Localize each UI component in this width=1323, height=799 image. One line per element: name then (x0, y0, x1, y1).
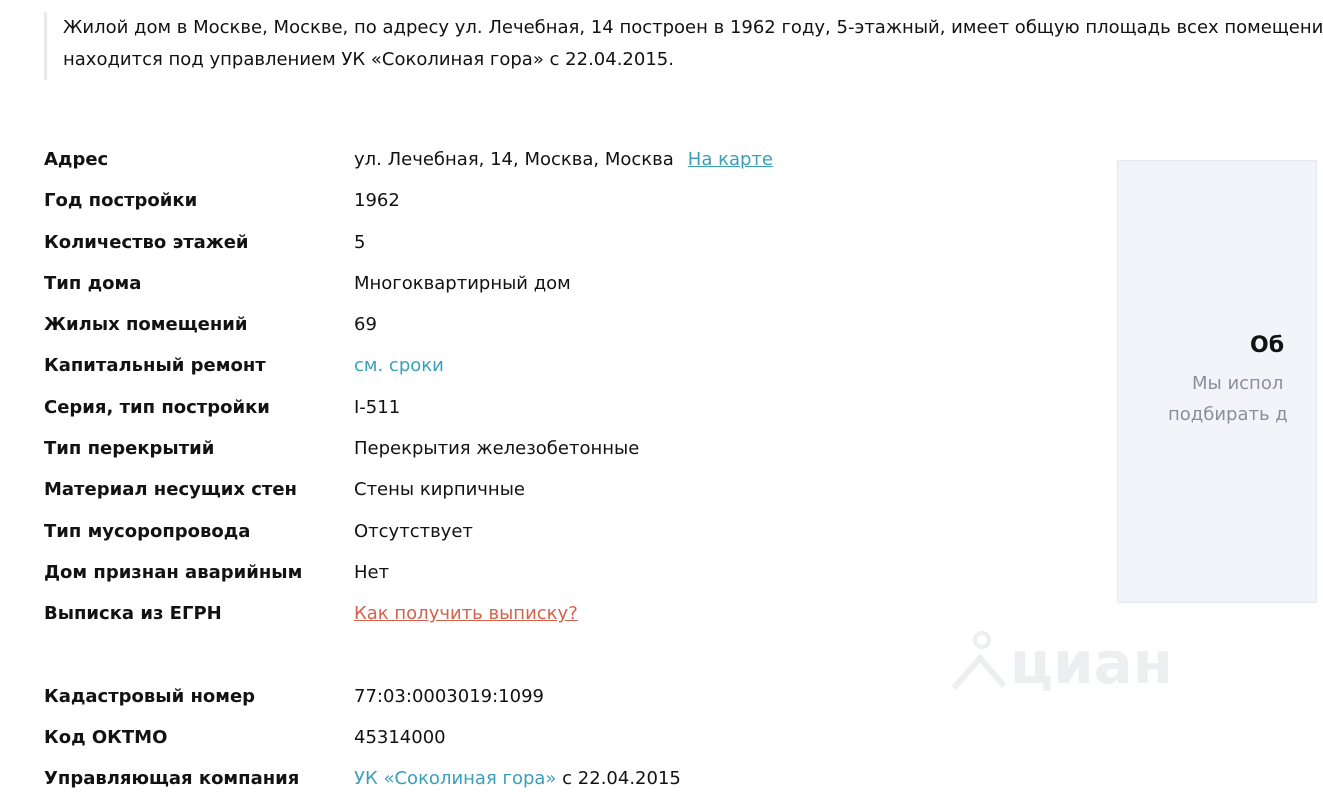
property-value (354, 345, 444, 386)
property-label: Тип перекрытий (44, 438, 215, 460)
property-value: Многоквартирный дом (354, 272, 571, 294)
property-label: Код ОКТМО (44, 726, 168, 748)
on-map-link[interactable]: На карте (687, 149, 773, 170)
property-label: Тип дома (44, 272, 142, 294)
property-value: 5 (354, 231, 366, 253)
property-label: Тип мусоропровода (44, 520, 251, 542)
property-label: Жилых помещений (44, 314, 248, 336)
property-value: 1962 (354, 190, 400, 212)
house-description (44, 12, 1323, 80)
property-label: Адрес (44, 149, 109, 170)
address-value: ул. Лечебная, 14, Москва, Москва (354, 149, 674, 170)
property-row-address (44, 139, 804, 180)
property-value: 45314000 (354, 726, 446, 748)
side-card-text-line-2: подбирать д (1168, 404, 1288, 425)
property-row-management (44, 758, 804, 799)
property-value (354, 593, 578, 634)
cian-watermark (948, 628, 1173, 698)
property-row-emergency (44, 552, 804, 593)
property-value: 69 (354, 314, 377, 336)
side-card-title: Об (1250, 333, 1285, 358)
info-side-card (1117, 160, 1317, 603)
property-label: Выписка из ЕГРН (44, 603, 222, 625)
property-value: I-511 (354, 396, 401, 418)
description-line-2: находится под управлением УК «Соколиная гора» с 22.04.2015. (63, 49, 674, 70)
property-label: Дом признан аварийным (44, 561, 303, 583)
property-label: Управляющая компания (44, 768, 300, 790)
property-row-capital-repair (44, 345, 804, 386)
property-row-garbage-chute (44, 511, 804, 552)
management-since: с 22.04.2015 (556, 768, 681, 790)
repair-terms-link[interactable]: см. сроки (354, 355, 444, 377)
property-value: 77:03:0003019:1099 (354, 685, 544, 707)
property-value (354, 139, 773, 180)
property-value: Отсутствует (354, 520, 473, 542)
house-properties-list (44, 139, 804, 799)
property-row-wall-material (44, 469, 804, 510)
property-row-house-type (44, 263, 804, 304)
egrn-extract-link[interactable]: Как получить выписку? (354, 603, 578, 625)
property-label: Серия, тип постройки (44, 396, 270, 418)
property-label: Год постройки (44, 190, 198, 212)
property-row-living-rooms (44, 304, 804, 345)
property-label: Кадастровый номер (44, 685, 256, 707)
property-label: Количество этажей (44, 231, 249, 253)
property-value: Перекрытия железобетонные (354, 438, 640, 460)
property-row-year (44, 180, 804, 221)
description-line-1: Жилой дом в Москве, Москве, по адресу ул. Лечебная, 14 построен в 1962 году, 5-этажный, имеет общую площадь всех помещени (63, 17, 1323, 38)
side-card-text-line-1: Мы испол (1192, 373, 1284, 394)
property-value: Стены кирпичные (354, 479, 525, 501)
property-row-series (44, 387, 804, 428)
property-label: Материал несущих стен (44, 479, 297, 501)
property-row-cadastral (44, 676, 804, 717)
property-row-floors (44, 222, 804, 263)
property-row-oktmo (44, 717, 804, 758)
property-value: Нет (354, 561, 390, 583)
property-row-egrn (44, 593, 804, 634)
property-row-floor-type (44, 428, 804, 469)
watermark-text: циан (1010, 629, 1173, 697)
property-value (354, 758, 681, 799)
management-company-link[interactable]: УК «Соколиная гора» (354, 768, 557, 790)
property-label: Капитальный ремонт (44, 355, 266, 377)
cian-logo-icon (948, 628, 1008, 698)
